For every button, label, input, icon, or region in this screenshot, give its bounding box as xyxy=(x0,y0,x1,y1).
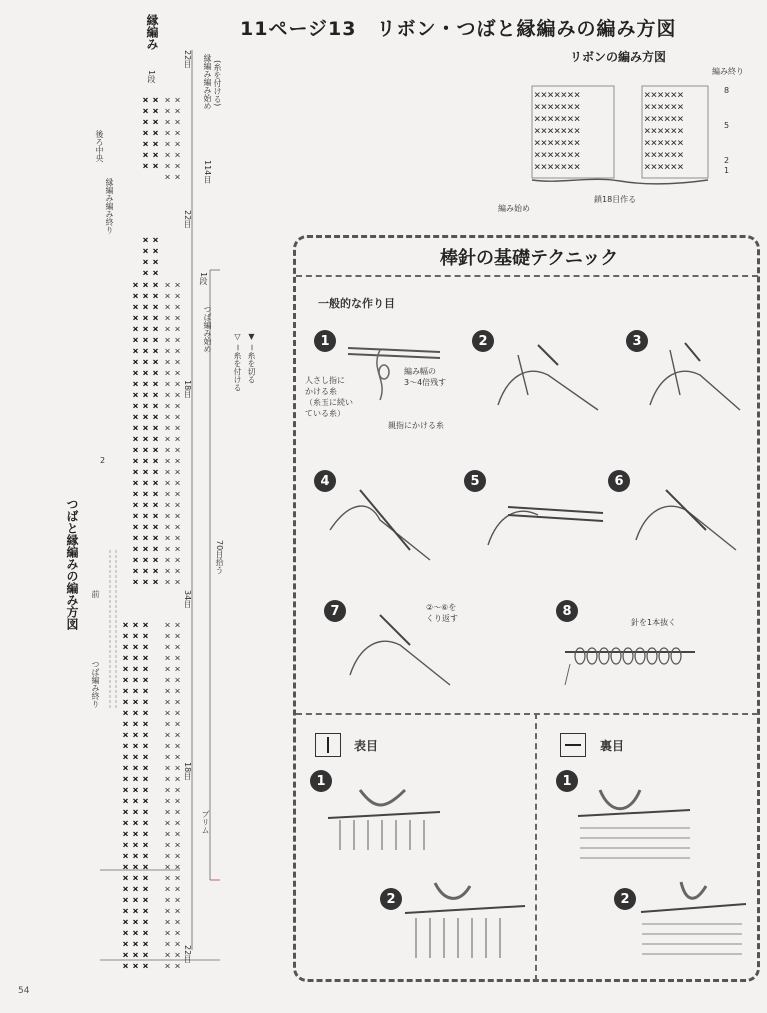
stitch-column: ×××××××× xyxy=(172,95,183,183)
purl-step2-illustration xyxy=(636,878,751,968)
count-label: 114目 xyxy=(203,160,212,184)
svg-text:××××××: ×××××× xyxy=(644,112,684,125)
back-center-label: 後ろ中央 xyxy=(95,130,104,162)
page-number: 54 xyxy=(18,986,30,996)
svg-text:××××××: ×××××× xyxy=(644,160,684,173)
step-badge: 6 xyxy=(608,470,630,492)
step-badge: 2 xyxy=(380,888,402,910)
count-label: 18目 xyxy=(183,380,192,399)
purl-step1-illustration xyxy=(570,780,700,870)
technique-title: 棒針の基礎テクニック xyxy=(440,248,619,269)
stitch-column: ×××× xyxy=(140,235,151,279)
step8-note: 針を1本抜く xyxy=(631,618,677,627)
step4-illustration xyxy=(320,480,440,570)
stitch-column: ××××××× xyxy=(140,95,151,172)
ribbon-chart xyxy=(520,80,720,190)
step1-note: 親指にかける糸 xyxy=(388,421,444,430)
step8-illustration xyxy=(560,630,700,690)
ribbon-row-label: 8 xyxy=(724,86,730,95)
step1-note: 3〜4倍残す xyxy=(404,378,447,387)
ribbon-row-label: 5 xyxy=(724,121,730,130)
step-badge: 3 xyxy=(626,330,648,352)
svg-text:××××××: ×××××× xyxy=(644,136,684,149)
stitch-column: ×××××××××××××××××××××××××××× xyxy=(172,280,183,588)
count-label: 22目 xyxy=(183,210,192,229)
svg-text:×××××××: ××××××× xyxy=(534,148,581,161)
svg-text:××××××: ×××××× xyxy=(644,100,684,113)
knit-symbol xyxy=(315,733,341,757)
step-badge: 8 xyxy=(556,600,578,622)
stitch-column: ××××××× xyxy=(150,95,161,172)
row1-arrow-label: 1段 xyxy=(147,70,156,84)
svg-text:××××××: ×××××× xyxy=(644,124,684,137)
step6-illustration xyxy=(626,480,746,570)
step-badge: 2 xyxy=(614,888,636,910)
stitch-column: ×××××××××××××××××××××××××××××××× xyxy=(120,620,131,972)
ribbon-end-label: 編み終り xyxy=(712,67,744,76)
step3-illustration xyxy=(640,335,750,425)
svg-text:×××××××: ××××××× xyxy=(534,136,581,149)
row-number: 2 xyxy=(100,456,106,465)
edge-start-note: (糸を付ける) xyxy=(213,60,222,107)
front-label: 前 xyxy=(91,590,100,598)
edge-chart-title: 縁編み xyxy=(145,14,159,50)
stitch-column: ×××× xyxy=(150,235,161,279)
knit-step1-illustration xyxy=(320,780,450,860)
brim-chart-title: つばと縁編みの編み方図 xyxy=(65,498,79,630)
row1-brim-label: 1段 xyxy=(199,272,208,286)
count-label: 18目 xyxy=(183,762,192,781)
count-label: 34目 xyxy=(183,590,192,609)
panel-divider xyxy=(296,713,758,715)
ribbon-title: リボンの編み方図 xyxy=(570,50,667,64)
legend-attach: ▽ ＝糸を付ける xyxy=(233,332,242,392)
stitch-column: ×××××××××××××××××××××××××××××××× xyxy=(130,620,141,972)
step-badge: 5 xyxy=(464,470,486,492)
svg-text:×××××××: ××××××× xyxy=(534,100,581,113)
ribbon-chain-label: 鎖18目作る xyxy=(594,195,637,204)
step5-illustration xyxy=(478,485,608,565)
step-badge: 1 xyxy=(314,330,336,352)
page-title: 11ページ13 リボン・つばと縁編みの編み方図 xyxy=(240,18,677,40)
step1-note: かける糸 xyxy=(305,387,337,396)
panel-divider xyxy=(296,275,758,277)
brim-start-label: つば編み始め xyxy=(203,305,212,353)
brim-label: ブリム xyxy=(201,810,210,834)
step-badge: 1 xyxy=(556,770,578,792)
brim-chart xyxy=(60,10,290,970)
count-label: 22目 xyxy=(183,945,192,964)
knit-step2-illustration xyxy=(400,878,530,968)
legend-cut: ▼ ＝糸を切る xyxy=(247,332,256,384)
stitch-column: ×××××××××××××××××××××××××××××××× xyxy=(172,620,183,972)
step1-note: 編み幅の xyxy=(404,367,436,376)
svg-text:×××××××: ××××××× xyxy=(534,112,581,125)
step1-note: 人さし指に xyxy=(305,376,345,385)
stitch-column: ×××××××××××××××××××××××××××× xyxy=(150,280,161,588)
ribbon-row-label: 2 xyxy=(724,156,730,165)
step-badge: 7 xyxy=(324,600,346,622)
brim-end-label: つば編み終り xyxy=(91,660,100,708)
stitch-column: ×××××××××××××××××××××××××××× xyxy=(162,280,173,588)
step-badge: 2 xyxy=(472,330,494,352)
purl-symbol xyxy=(560,733,586,757)
step1-note: （糸玉に続い xyxy=(305,398,353,407)
stitch-column: ×××××××××××××××××××××××××××××××× xyxy=(162,620,173,972)
panel-divider xyxy=(535,713,537,981)
count-label: 70目拾う xyxy=(215,540,224,575)
edge-start-label: 縁編み編み始め xyxy=(203,54,212,110)
svg-text:×××××××: ××××××× xyxy=(534,88,581,101)
svg-text:×××××××: ××××××× xyxy=(534,124,581,137)
ribbon-row-label: 1 xyxy=(724,166,730,175)
step7-note: ②〜⑥を xyxy=(426,603,457,612)
svg-text:××××××: ×××××× xyxy=(644,148,684,161)
edge-end-label: 縁編み編み終り xyxy=(105,178,114,234)
step2-illustration xyxy=(488,335,608,425)
svg-text:××××××: ×××××× xyxy=(644,88,684,101)
step-badge: 4 xyxy=(314,470,336,492)
ribbon-start-label: 編み始め xyxy=(498,204,530,213)
step7-note: くり返す xyxy=(426,614,458,623)
purl-title: 裏目 xyxy=(600,739,625,753)
stitch-column: ×××××××××××××××××××××××××××× xyxy=(140,280,151,588)
knit-title: 表目 xyxy=(354,739,379,753)
stitch-column: ×××××××××××××××××××××××××××× xyxy=(130,280,141,588)
stitch-column: ×××××××××××××××××××××××××××××××× xyxy=(140,620,151,972)
svg-text:×××××××: ××××××× xyxy=(534,160,581,173)
cast-on-title: 一般的な作り目 xyxy=(318,297,395,310)
stitch-column: ×××××××× xyxy=(162,95,173,183)
step-badge: 1 xyxy=(310,770,332,792)
count-label: 22目 xyxy=(183,50,192,69)
step1-note: ている糸） xyxy=(305,409,345,418)
